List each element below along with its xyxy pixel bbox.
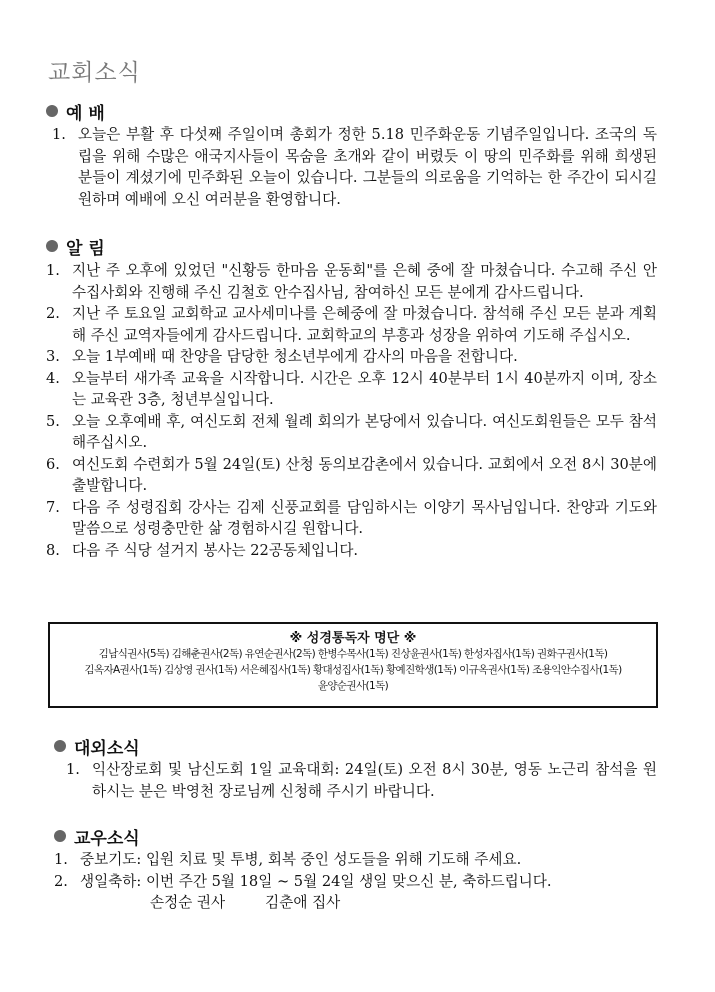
list-item (52, 124, 657, 210)
birthday-names (54, 892, 657, 914)
item-number: 5. (46, 412, 60, 430)
list-item (46, 411, 657, 454)
list-item (46, 368, 657, 411)
bible-box-row: 김남식권사(5독) 김해춘권사(2독) 유연순권사(2독) 한병수목사(1독) 진상윤권사(1독) 한성자집사(1독) 권화구권사(1독) (98, 648, 608, 660)
item-text: 다음 주 식당 설거지 봉사는 22공동체입니다. (72, 541, 359, 559)
item-text: 중보기도: 입원 치료 및 투병, 회복 중인 성도들을 위해 기도해 주세요. (80, 851, 522, 868)
list-item (66, 759, 657, 802)
worship-heading (46, 98, 657, 124)
item-number: 1. (52, 126, 66, 143)
list-item (46, 346, 657, 368)
notices-section (46, 233, 657, 561)
list-item (46, 303, 657, 346)
external-heading (54, 733, 657, 759)
item-number: 3. (46, 348, 60, 365)
bullet-icon (54, 830, 66, 842)
item-number: 7. (46, 498, 60, 516)
item-text: 오늘 오후예배 후, 여신도회 전체 월례 회의가 본당에서 있습니다. 여신도회원들은 모두 참석해주십시오. (72, 412, 657, 451)
item-number: 8. (46, 541, 60, 559)
item-text: 지난 주 토요일 교회학교 교사세미나를 은혜중에 잘 마쳤습니다. 참석해 주신 모든 분과 계획해 주신 교역자들에게 감사드립니다. 교회학교의 부흥과 성장을 위하여 기도해 주십시오. (72, 305, 657, 344)
bible-box-title: ※ 성경통독자 명단 ※ (289, 631, 417, 646)
item-text: 오늘부터 새가족 교육을 시작합니다. 시간은 오후 12시 40분부터 1시 40분까지 이며, 장소는 교육관 3층, 청년부실입니다. (72, 369, 657, 408)
list-item (46, 454, 657, 497)
item-text: 생일축하: 이번 주간 5월 18일 ~ 5월 24일 생일 맞으신 분, 축하드립니다. (80, 872, 552, 890)
item-text: 지난 주 오후에 있었던 "신황등 한마음 운동회"를 은혜 중에 잘 마쳤습니다. 수고해 주신 안수집사회와 진행해 주신 김철호 안수집사님, 참여하신 모든 분에게 감사드립니다. (72, 262, 657, 301)
members-title: 교우소식 (74, 828, 140, 849)
notices-title: 알 림 (66, 238, 105, 259)
external-section (54, 733, 657, 802)
item-number: 2. (54, 872, 68, 890)
item-text: 다음 주 성령집회 강사는 김제 신풍교회를 담임하시는 이양기 목사님입니다. 찬양과 기도와 말씀으로 성령충만한 삶 경험하시길 원합니다. (72, 498, 657, 537)
item-number: 1. (54, 851, 68, 868)
item-number: 2. (46, 305, 60, 322)
list-item (46, 260, 657, 303)
item-number: 1. (46, 262, 60, 279)
list-item (46, 497, 657, 540)
item-text: 익산장로회 및 남신도회 1일 교육대회: 24일(토) 오전 8시 30분, 영동 노근리 참석을 원하시는 분은 박영천 장로님께 신청해 주시기 바랍니다. (92, 761, 657, 800)
worship-title: 예 배 (66, 103, 105, 124)
page-title: 교회소식 (48, 60, 141, 86)
item-text: 여신도회 수련회가 5월 24일(토) 산청 동의보감촌에서 있습니다. 교회에서 오전 8시 30분에 출발합니다. (72, 455, 657, 494)
bible-reading-box (48, 622, 658, 708)
item-number: 1. (66, 761, 80, 778)
bullet-icon (54, 740, 66, 752)
worship-section (46, 98, 657, 210)
bullet-icon (46, 105, 58, 117)
members-heading (54, 823, 657, 849)
list-item (54, 849, 657, 871)
birthday-name: 김춘애 집사 (265, 894, 341, 911)
notices-heading (46, 233, 657, 259)
item-number: 6. (46, 455, 60, 473)
bullet-icon (46, 240, 58, 252)
members-section (54, 823, 657, 914)
bible-box-row: 김옥자A권사(1독) 김상영 권사(1독) 서은혜집사(1독) 황대성집사(1독) 황예진학생(1독) 이규옥권사(1독) 조용익안수집사(1독) (84, 664, 622, 676)
list-item (46, 540, 657, 562)
external-title: 대외소식 (74, 738, 140, 759)
item-number: 4. (46, 369, 60, 387)
item-text: 오늘은 부활 후 다섯째 주일이며 총회가 정한 5.18 민주화운동 기념주일입니다. 조국의 독립을 위해 수많은 애국지사들이 목숨을 초개와 같이 버렸듯 이 땅의 민주화를 위해 희생된 분들이 계셨기에 민주화된 오늘이 있습니다. 그분들의 의로움을 기억하는 한 주간이 되시길 원하며 예배에 오신 여러분을 환영합니다. (78, 126, 657, 208)
bible-box-row: 윤양순권사(1독) (317, 680, 389, 692)
list-item (54, 871, 657, 893)
birthday-name: 손정순 권사 (150, 894, 226, 911)
item-text: 오늘 1부예배 때 찬양을 담당한 청소년부에게 감사의 마음을 전합니다. (72, 348, 518, 365)
